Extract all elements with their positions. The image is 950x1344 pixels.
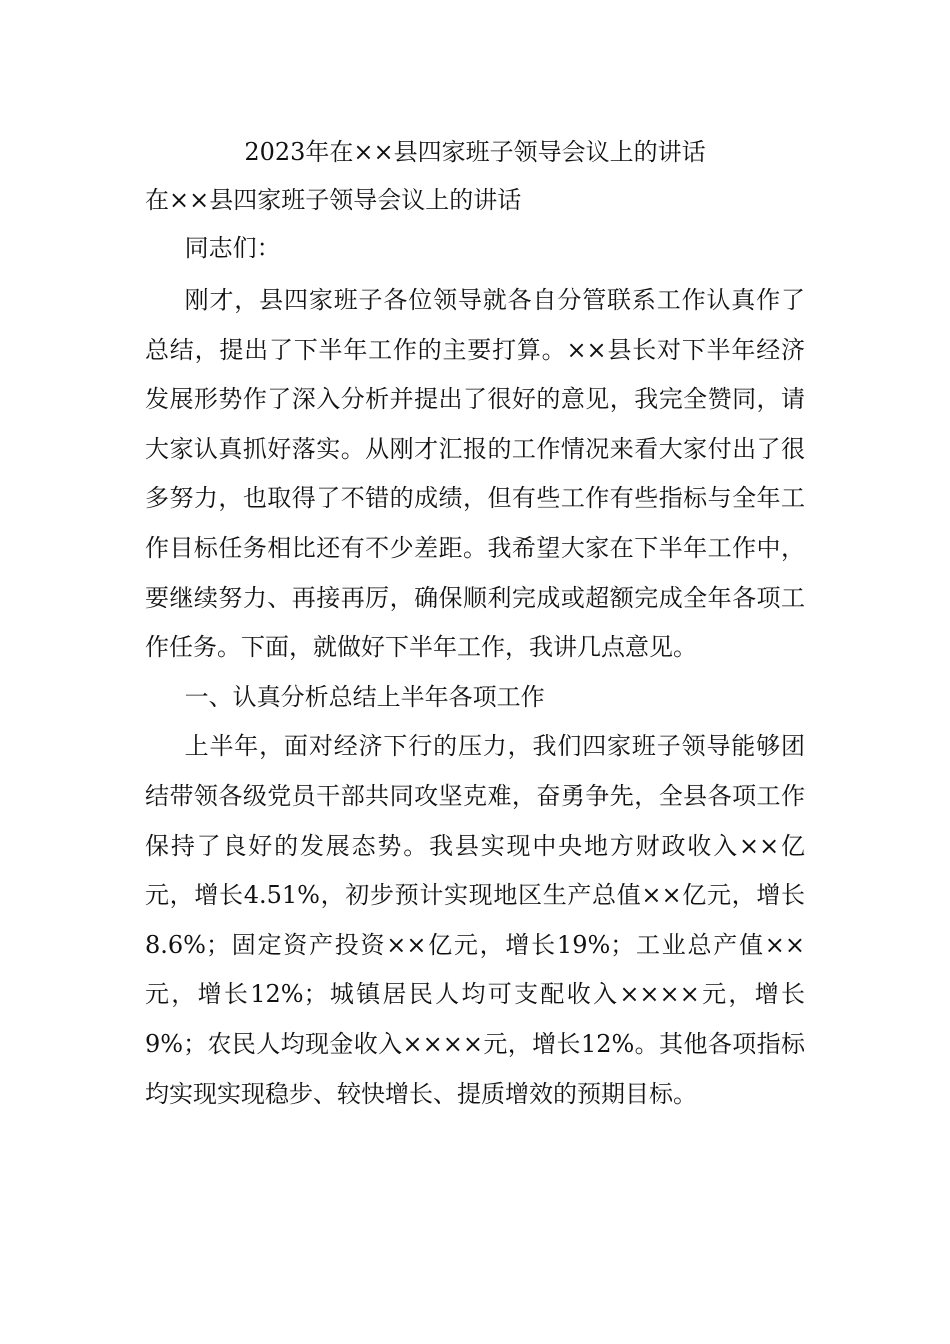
paragraph-first-half-review: 上半年，面对经济下行的压力，我们四家班子领导能够团结带领各级党员干部共同攻坚克难，奋勇争先，全县各项工作保持了良好的发展态势。我县实现中央地方财政收入××亿元，增长4.51%，初步预计实现地区生产总值××亿元，增长8.6%；固定资产投资××亿元，增长19%；工业总产值××元，增长12%；城镇居民人均可支配收入××××元，增长9%；农民人均现金收入××××元，增长12%。其他各项指标均实现实现稳步、较快增长、提质增效的预期目标。: [145, 732, 805, 1108]
paragraph-opening: 刚才，县四家班子各位领导就各自分管联系工作认真作了总结，提出了下半年工作的主要打算。××县长对下半年经济发展形势作了深入分析并提出了很好的意见，我完全赞同，请大家认真抓好落实。从刚才汇报的工作情况来看大家付出了很多努力，也取得了不错的成绩，但有些工作有些指标与全年工作目标任务相比还有不少差距。我希望大家在下半年工作中，要继续努力、再接再厉，确保顺利完成或超额完成全年各项工作任务。下面，就做好下半年工作，我讲几点意见。: [145, 286, 805, 662]
greeting: 同志们：: [184, 234, 281, 262]
document-page: [145, 128, 805, 1119]
document-title: 2023年在××县四家班子领导会议上的讲话: [244, 138, 706, 166]
speech-subtitle: 在××县四家班子领导会议上的讲话: [145, 186, 522, 214]
section-heading-one: 一、认真分析总结上半年各项工作: [184, 682, 545, 711]
